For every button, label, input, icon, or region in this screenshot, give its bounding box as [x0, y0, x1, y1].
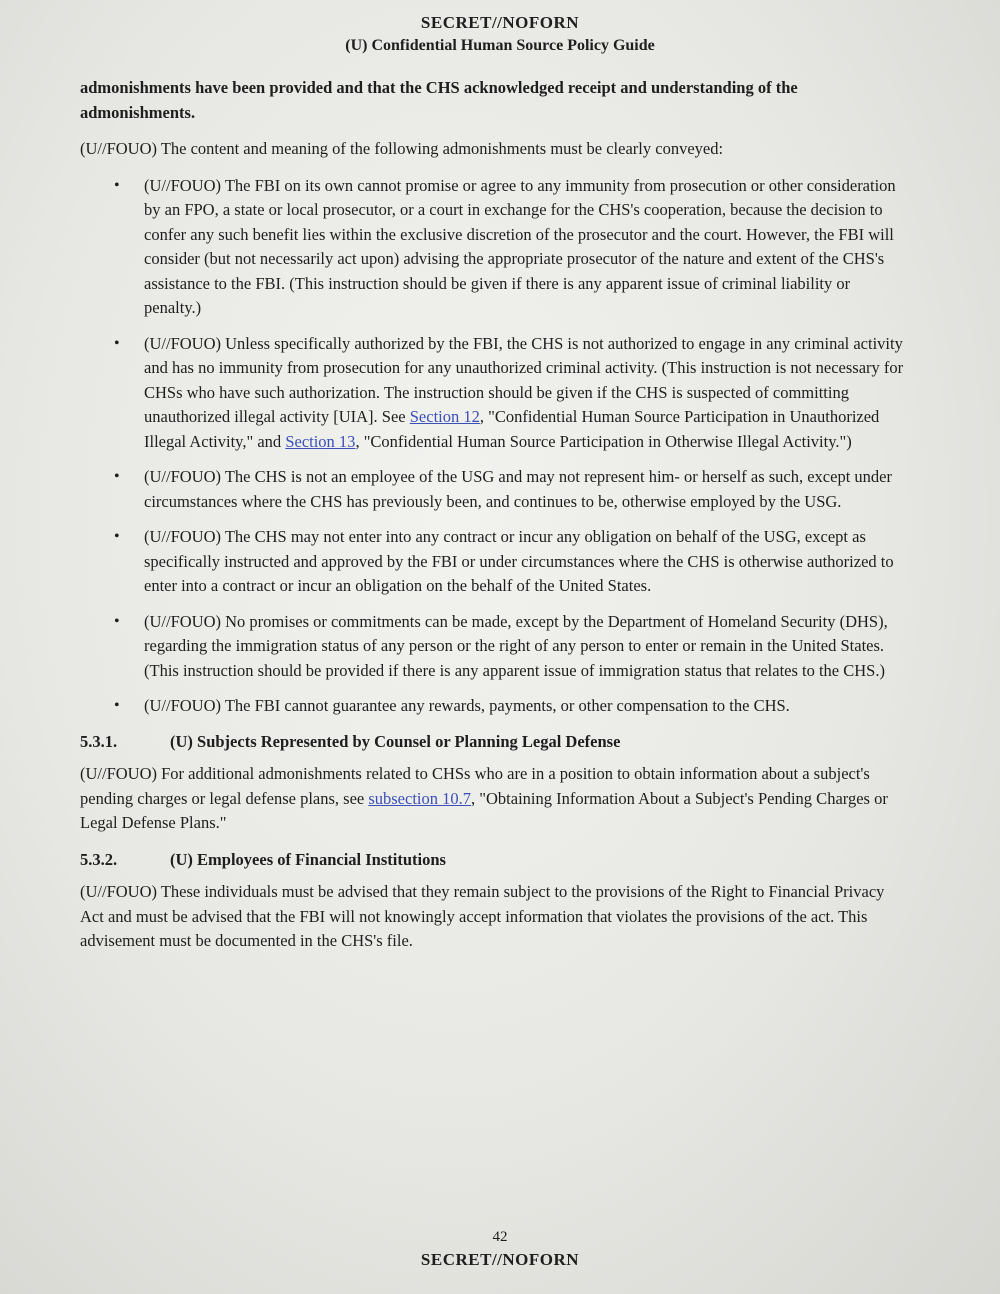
- subsection-10-7-link[interactable]: subsection 10.7: [368, 788, 472, 808]
- paragraph-text: , "Obtaining Information About a Subject's Pending Charges or Legal Defense Plans.": [80, 788, 888, 832]
- section-title: (U) Employees of Financial Institutions: [170, 849, 446, 869]
- section-heading-5-3-1: [80, 730, 910, 755]
- list-item-text: (U//FOUO) The CHS may not enter into any contract or incur any obligation on behalf of the USG, except as specifically instructed and approved by the FBI or under circumstances where the CHS is otherwise authorized to enter into a contract or incur an obligation on the behalf of the United States.: [144, 527, 894, 595]
- section-12-link[interactable]: Section 12: [409, 407, 480, 426]
- bullet-icon: •: [114, 468, 120, 485]
- bullet-icon: •: [114, 697, 120, 714]
- page-footer: [0, 1226, 1000, 1272]
- section-heading-5-3-2: [80, 848, 910, 873]
- section-title: (U) Subjects Represented by Counsel or Planning Legal Defense: [170, 731, 621, 751]
- admonishments-list: [80, 174, 910, 719]
- bullet-icon: •: [114, 334, 120, 352]
- list-item: [80, 610, 910, 684]
- section-number: 5.3.1.: [80, 731, 118, 751]
- document-body: [80, 76, 910, 966]
- footer-classification: SECRET//NOFORN: [420, 1250, 580, 1269]
- list-item: [80, 174, 910, 321]
- list-item: [80, 525, 910, 599]
- section-number: 5.3.2.: [80, 849, 118, 869]
- admonishments-lead: (U//FOUO) The content and meaning of the following admonishments must be clearly conveyed:: [80, 139, 724, 158]
- list-item-text: (U//FOUO) The CHS is not an employee of the USG and may not represent him- or herself as such, except under circumstances where the CHS has previously been, and continues to be, otherwise employed by the USG.: [144, 467, 892, 511]
- list-item-text: (U//FOUO) Unless specifically authorized by the FBI, the CHS is not authorized to engage in any criminal activity and has no immunity from prosecution for any unauthorized criminal activity. (This instruction is not necessary for CHSs who have such authorization. The instruction should be given if the CHS is suspected of committing unauthorized illegal activity [UIA]. See: [144, 333, 904, 426]
- list-item-text: (U//FOUO) No promises or commitments can be made, except by the Department of Homeland Security (DHS), regarding the immigration status of any person or the right of any person to enter or remain in the United States. (This instruction should be provided if there is any apparent issue of immigration status that relates to the CHS.): [144, 611, 888, 680]
- list-item: [80, 332, 910, 455]
- page-header: [0, 12, 1000, 58]
- section-5-3-1-paragraph: [80, 762, 910, 836]
- section-13-link[interactable]: Section 13: [285, 431, 356, 451]
- list-item-text: , "Confidential Human Source Participation in Unauthorized Illegal Activity," and: [144, 407, 880, 451]
- list-item: [80, 465, 910, 514]
- page-number: 42: [492, 1229, 508, 1245]
- list-item-text: (U//FOUO) The FBI cannot guarantee any rewards, payments, or other compensation to the CHS.: [144, 696, 790, 715]
- guide-title: (U) Confidential Human Source Policy Guide: [345, 37, 655, 54]
- bullet-icon: •: [114, 612, 120, 630]
- list-item: [80, 694, 910, 719]
- continuation-paragraph: admonishments have been provided and that the CHS acknowledged receipt and understanding of the admonishments.: [80, 78, 798, 122]
- list-item-text: (U//FOUO) The FBI on its own cannot promise or agree to any immunity from prosecution or other consideration by an FPO, a state or local prosecutor, or a court in exchange for the CHS's cooperation, because the decision to confer any such benefit lies within the exclusive discretion of the prosecutor and the court. However, the FBI will consider (but not necessarily act upon) advising the appropriate prosecutor of the nature and extent of the CHS's assistance to the FBI. (This instruction should be given if there is any apparent issue of criminal liability or penalty.): [144, 175, 896, 317]
- header-classification: SECRET//NOFORN: [420, 13, 580, 32]
- list-item-text: , "Confidential Human Source Participation in Otherwise Illegal Activity."): [355, 431, 852, 451]
- section-5-3-2-paragraph: (U//FOUO) These individuals must be advised that they remain subject to the provisions of the Right to Financial Privacy Act and must be advised that the FBI will not knowingly accept information that violates the provisions of the act. This advisement must be documented in the CHS's file.: [80, 882, 885, 950]
- paragraph-text: (U//FOUO) For additional admonishments related to CHSs who are in a position to obtain information about a subject's pending charges or legal defense plans, see: [80, 764, 870, 808]
- bullet-icon: •: [114, 176, 120, 194]
- bullet-icon: •: [114, 528, 120, 545]
